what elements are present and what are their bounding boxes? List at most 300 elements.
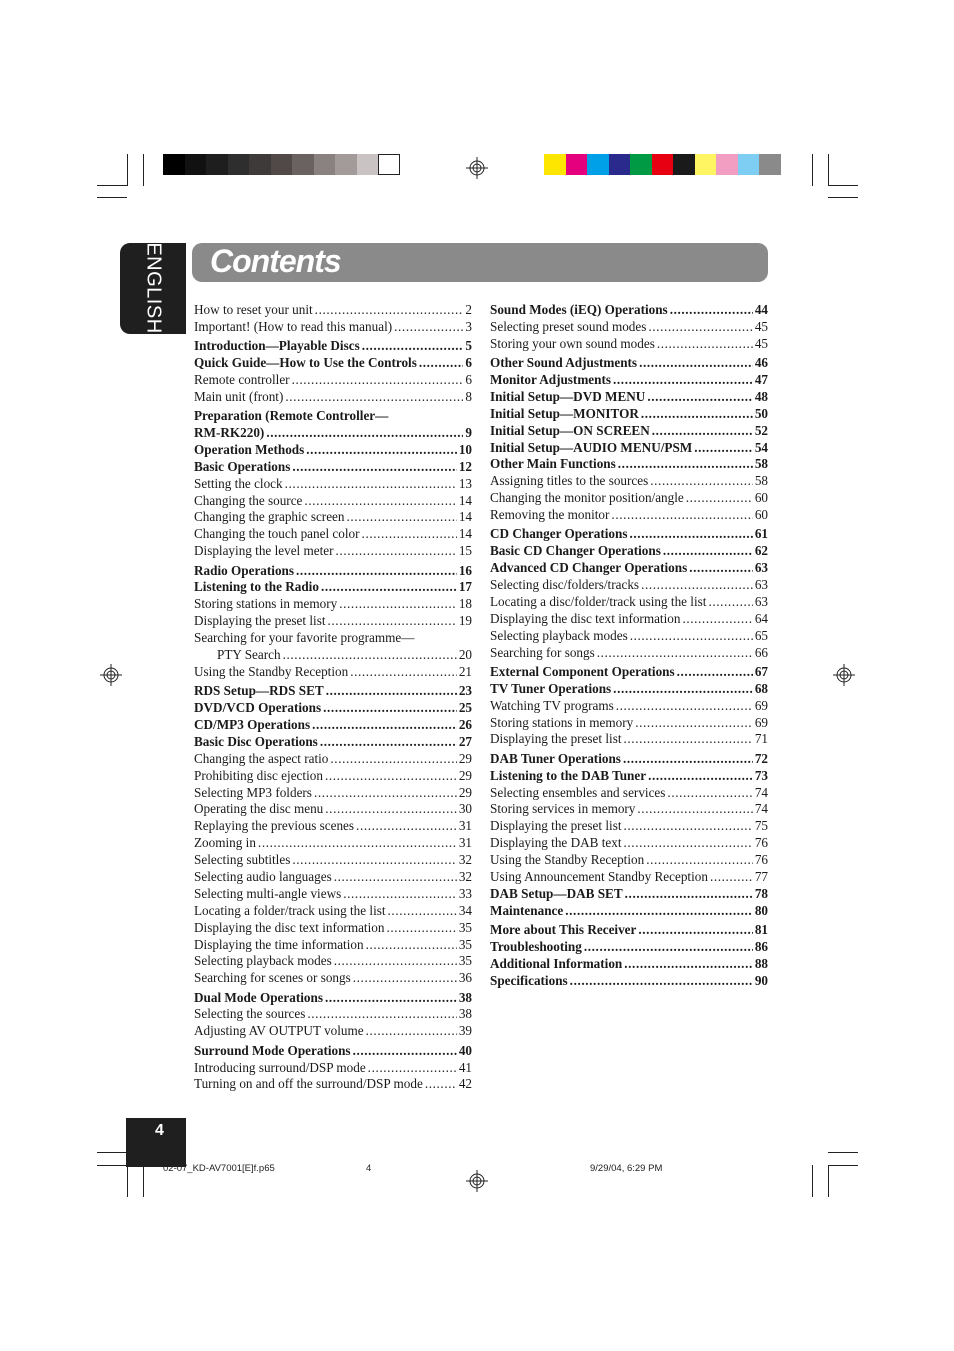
toc-entry-title: More about This Receiver: [490, 922, 637, 938]
toc-entry-page: 60: [754, 507, 768, 523]
toc-entry: [194, 852, 472, 869]
toc-entry: [194, 717, 472, 734]
toc-entry-title: Selecting subtitles: [194, 852, 291, 868]
toc-entry-title: Basic CD Changer Operations: [490, 543, 661, 559]
toc-right-column: [490, 302, 768, 990]
color-swatch: [249, 154, 271, 175]
toc-entry: [490, 440, 768, 457]
toc-leader-dots: [630, 628, 753, 645]
toc-entry-page: 63: [754, 560, 768, 576]
toc-entry-page: 35: [458, 919, 472, 935]
color-swatch: [695, 154, 717, 175]
toc-entry-title: Watching TV programs: [490, 697, 614, 713]
page-title: Contents: [210, 243, 341, 279]
toc-entry-page: 35: [458, 936, 472, 952]
color-swatch: [716, 154, 738, 175]
toc-entry-title: Preparation (Remote Controller—: [194, 408, 389, 424]
toc-leader-dots: [325, 801, 457, 818]
toc-entry-page: 86: [754, 938, 768, 954]
toc-leader-dots: [613, 681, 753, 698]
toc-leader-dots: [330, 751, 456, 768]
toc-entry-title: Using Announcement Standby Reception: [490, 868, 708, 884]
toc-entry-page: 58: [754, 473, 768, 489]
toc-entry: [194, 1076, 472, 1093]
toc-entry-title: Monitor Adjustments: [490, 371, 612, 387]
toc-entry: [194, 493, 472, 510]
registration-mark-icon: [466, 1170, 488, 1192]
toc-entry-title: Selecting the sources: [194, 1006, 306, 1022]
toc-entry: [194, 372, 472, 389]
toc-entry-title: Selecting multi-angle views: [194, 885, 342, 901]
toc-entry-title: Other Sound Adjustments: [490, 355, 638, 371]
toc-leader-dots: [366, 1023, 457, 1040]
toc-entry-title: How to reset your unit: [194, 302, 313, 317]
toc-leader-dots: [667, 785, 752, 802]
toc-entry: [194, 818, 472, 835]
toc-leader-dots: [321, 579, 457, 596]
toc-entry-title: Advanced CD Changer Operations: [490, 560, 688, 576]
toc-entry-title: Additional Information: [490, 955, 623, 971]
toc-leader-dots: [312, 717, 457, 734]
toc-leader-dots: [611, 507, 752, 524]
toc-entry: [490, 611, 768, 628]
toc-entry: [490, 681, 768, 698]
toc-leader-dots: [641, 577, 753, 594]
toc-leader-dots: [652, 423, 753, 440]
toc-entry: [194, 408, 472, 425]
toc-entry: [194, 953, 472, 970]
toc-entry: [194, 937, 472, 954]
toc-leader-dots: [637, 801, 752, 818]
toc-leader-dots: [362, 526, 457, 543]
toc-entry-page: 13: [458, 475, 472, 491]
toc-entry-page: 9: [465, 425, 472, 441]
toc-entry-page: 74: [754, 801, 768, 817]
toc-entry: [194, 1060, 472, 1077]
toc-entry: [490, 645, 768, 662]
toc-entry-title: Changing the source: [194, 492, 303, 508]
toc-entry-page: 50: [754, 405, 768, 421]
toc-leader-dots: [639, 355, 753, 372]
toc-entry-title: Displaying the disc text information: [194, 919, 385, 935]
toc-entry-page: 81: [754, 922, 768, 938]
toc-entry-title: Radio Operations: [194, 562, 295, 578]
language-tab: [120, 243, 186, 334]
toc-entry: [490, 801, 768, 818]
toc-entry: [490, 973, 768, 990]
toc-entry-title: Changing the graphic screen: [194, 509, 345, 525]
toc-entry: [194, 1023, 472, 1040]
toc-entry-page: 58: [754, 456, 768, 472]
toc-leader-dots: [315, 302, 464, 319]
toc-entry-page: 90: [754, 972, 768, 988]
toc-leader-dots: [624, 818, 753, 835]
toc-leader-dots: [616, 698, 753, 715]
toc-leader-dots: [570, 973, 753, 990]
toc-entry: [194, 970, 472, 987]
toc-leader-dots: [266, 425, 463, 442]
toc-entry-page: 31: [458, 835, 472, 851]
toc-entry: [194, 338, 472, 355]
toc-entry-page: 17: [458, 579, 472, 595]
toc-entry-title: Introducing surround/DSP mode: [194, 1059, 366, 1075]
toc-entry-page: 62: [754, 543, 768, 559]
toc-entry-title: Displaying the preset list: [490, 818, 622, 834]
toc-entry-title: Displaying the time information: [194, 936, 364, 952]
color-swatch: [228, 154, 250, 175]
toc-entry-page: 21: [458, 663, 472, 679]
toc-entry: [194, 1043, 472, 1060]
toc-leader-dots: [296, 563, 457, 580]
toc-entry: [490, 406, 768, 423]
toc-entry-title: Searching for your favorite programme—: [194, 630, 415, 646]
toc-entry-page: 19: [458, 613, 472, 629]
toc-entry-page: 45: [754, 318, 768, 334]
toc-leader-dots: [285, 476, 457, 493]
toc-entry-title: Selecting disc/folders/tracks: [490, 577, 640, 593]
toc-leader-dots: [314, 785, 457, 802]
toc-entry-page: 8: [465, 388, 472, 404]
toc-leader-dots: [347, 509, 457, 526]
toc-entry: [194, 526, 472, 543]
toc-entry-title: Initial Setup—DVD MENU: [490, 388, 646, 404]
registration-mark-icon: [466, 157, 488, 179]
toc-leader-dots: [624, 731, 753, 748]
toc-entry: [490, 939, 768, 956]
toc-entry-page: 66: [754, 644, 768, 660]
toc-entry: [194, 835, 472, 852]
toc-entry-title: Setting the clock: [194, 475, 283, 491]
color-swatch: [292, 154, 314, 175]
toc-entry: [490, 835, 768, 852]
toc-leader-dots: [334, 953, 457, 970]
color-swatch: [544, 154, 566, 175]
color-swatch: [630, 154, 652, 175]
toc-entry-page: 31: [458, 818, 472, 834]
toc-entry: [194, 768, 472, 785]
toc-leader-dots: [336, 543, 457, 560]
toc-entry-page: 14: [458, 509, 472, 525]
toc-entry: [490, 507, 768, 524]
color-swatch: [566, 154, 588, 175]
toc-entry-title: Selecting playback modes: [194, 953, 332, 969]
toc-leader-dots: [320, 734, 457, 751]
toc-entry: [490, 818, 768, 835]
color-swatch: [738, 154, 760, 175]
toc-entry-page: 67: [754, 663, 768, 679]
toc-entry-page: 52: [754, 422, 768, 438]
toc-leader-dots: [339, 596, 457, 613]
toc-entry-page: 35: [458, 953, 472, 969]
toc-entry-page: 27: [458, 733, 472, 749]
toc-entry-title: RM-RK220): [194, 425, 265, 441]
toc-entry: [490, 560, 768, 577]
toc-leader-dots: [648, 768, 753, 785]
toc-entry-page: 74: [754, 784, 768, 800]
toc-entry: [490, 389, 768, 406]
toc-left-column: [194, 302, 472, 1093]
color-swatch: [206, 154, 228, 175]
toc-leader-dots: [386, 920, 456, 937]
toc-leader-dots: [292, 852, 456, 869]
toc-leader-dots: [394, 319, 463, 336]
color-swatch: [163, 154, 185, 175]
toc-entry: [490, 355, 768, 372]
toc-entry-page: 73: [754, 767, 768, 783]
toc-entry-title: DAB Setup—DAB SET: [490, 885, 623, 901]
toc-entry-title: Quick Guide—How to Use the Controls: [194, 355, 417, 371]
toc-entry-title: Removing the monitor: [490, 507, 610, 523]
toc-entry-title: Other Main Functions: [490, 456, 616, 472]
toc-entry: [490, 543, 768, 560]
toc-entry: [490, 628, 768, 645]
toc-entry: [490, 768, 768, 785]
toc-entry-page: 68: [754, 680, 768, 696]
toc-leader-dots: [646, 852, 753, 869]
color-swatch: [673, 154, 695, 175]
toc-leader-dots: [682, 611, 752, 628]
toc-entry-title: Operating the disc menu: [194, 801, 324, 817]
toc-entry: [194, 886, 472, 903]
toc-entry: [194, 990, 472, 1007]
toc-entry-title: Displaying the preset list: [194, 613, 326, 629]
toc-leader-dots: [323, 700, 457, 717]
toc-entry-title: Surround Mode Operations: [194, 1042, 351, 1058]
color-calibration-bar: [544, 154, 781, 175]
toc-entry-title: Locating a folder/track using the list: [194, 902, 386, 918]
toc-entry: [194, 751, 472, 768]
toc-leader-dots: [686, 490, 753, 507]
toc-entry-title: Replaying the previous scenes: [194, 818, 355, 834]
toc-leader-dots: [657, 336, 753, 353]
toc-entry-title: Changing the monitor position/angle: [490, 490, 684, 506]
toc-leader-dots: [304, 493, 456, 510]
toc-entry-page: 29: [458, 784, 472, 800]
toc-leader-dots: [325, 990, 457, 1007]
toc-entry-page: 72: [754, 750, 768, 766]
toc-entry-title: Remote controller: [194, 371, 290, 387]
toc-entry: [194, 563, 472, 580]
toc-entry-title: Maintenance: [490, 902, 564, 918]
toc-entry-title: Displaying the level meter: [194, 543, 334, 559]
toc-entry-title: Searching for scenes or songs: [194, 970, 351, 986]
toc-entry: [490, 526, 768, 543]
toc-entry-page: 29: [458, 767, 472, 783]
toc-entry-page: 77: [754, 868, 768, 884]
toc-entry: [490, 698, 768, 715]
toc-entry-title: Initial Setup—AUDIO MENU/PSM: [490, 439, 693, 455]
toc-entry-title: Searching for songs: [490, 644, 595, 660]
toc-leader-dots: [613, 372, 753, 389]
toc-entry-title: Troubleshooting: [490, 938, 582, 954]
toc-entry-page: 71: [754, 731, 768, 747]
toc-entry-page: 88: [754, 955, 768, 971]
toc-leader-dots: [350, 664, 457, 681]
toc-leader-dots: [597, 645, 753, 662]
toc-entry-page: 78: [754, 885, 768, 901]
toc-entry: [490, 785, 768, 802]
toc-entry-title: Specifications: [490, 972, 568, 988]
toc-entry: [490, 577, 768, 594]
toc-leader-dots: [292, 459, 456, 476]
color-swatch: [609, 154, 631, 175]
toc-entry-page: 76: [754, 835, 768, 851]
toc-entry-page: 14: [458, 526, 472, 542]
toc-entry-title: Selecting preset sound modes: [490, 318, 647, 334]
footer-file-name: 02-07_KD-AV7001[E]f.p65: [163, 1163, 275, 1174]
toc-entry: [490, 886, 768, 903]
footer-file-page: 4: [366, 1163, 372, 1174]
toc-leader-dots: [584, 939, 753, 956]
toc-leader-dots: [650, 473, 753, 490]
color-swatch: [652, 154, 674, 175]
toc-entry-page: 65: [754, 627, 768, 643]
toc-entry-page: 41: [458, 1059, 472, 1075]
toc-leader-dots: [670, 302, 753, 319]
toc-entry-page: 45: [754, 335, 768, 351]
toc-entry-title: Basic Operations: [194, 458, 291, 474]
toc-entry-page: 75: [754, 818, 768, 834]
toc-entry: [490, 372, 768, 389]
toc-entry-page: 64: [754, 610, 768, 626]
toc-leader-dots: [356, 818, 457, 835]
toc-entry-title: Initial Setup—MONITOR: [490, 405, 639, 421]
toc-leader-dots: [635, 715, 753, 732]
toc-leader-dots: [618, 456, 753, 473]
toc-entry-page: 6: [465, 371, 472, 387]
toc-entry-page: 2: [465, 302, 472, 317]
toc-entry-page: 6: [465, 355, 472, 371]
toc-entry: [194, 442, 472, 459]
toc-leader-dots: [419, 355, 464, 372]
toc-entry-title: Changing the touch panel color: [194, 526, 360, 542]
toc-entry-page: 60: [754, 490, 768, 506]
toc-entry-page: 54: [754, 439, 768, 455]
toc-leader-dots: [638, 922, 752, 939]
toc-leader-dots: [663, 543, 753, 560]
toc-entry: [490, 319, 768, 336]
toc-entry-title: Storing stations in memory: [194, 596, 338, 612]
toc-entry-title: RDS Setup—RDS SET: [194, 683, 324, 699]
toc-entry-page: 25: [458, 700, 472, 716]
registration-mark-icon: [100, 664, 122, 686]
toc-leader-dots: [334, 869, 457, 886]
toc-entry: [490, 490, 768, 507]
toc-entry: [490, 903, 768, 920]
toc-leader-dots: [307, 1006, 456, 1023]
toc-entry-page: 15: [458, 543, 472, 559]
toc-entry-title: TV Tuner Operations: [490, 680, 612, 696]
toc-entry: [194, 476, 472, 493]
toc-entry: [194, 579, 472, 596]
toc-entry-title: Selecting ensembles and services: [490, 784, 666, 800]
footer-timestamp: 9/29/04, 6:29 PM: [590, 1163, 663, 1174]
toc-entry-page: 38: [458, 1006, 472, 1022]
toc-entry-title: External Component Operations: [490, 663, 675, 679]
toc-entry-title: DAB Tuner Operations: [490, 750, 621, 766]
language-label: ENGLISH: [142, 242, 165, 334]
toc-entry-title: Storing stations in memory: [490, 714, 634, 730]
toc-entry-page: 18: [458, 596, 472, 612]
toc-entry-page: 63: [754, 577, 768, 593]
toc-entry-title: Operation Methods: [194, 441, 305, 457]
toc-entry-page: 12: [458, 458, 472, 474]
toc-entry: [490, 715, 768, 732]
toc-leader-dots: [708, 594, 752, 611]
toc-leader-dots: [343, 886, 457, 903]
toc-entry: [194, 509, 472, 526]
toc-entry-title: Using the Standby Reception: [194, 663, 349, 679]
color-swatch: [185, 154, 207, 175]
toc-entry-page: 80: [754, 902, 768, 918]
toc-entry-title: Selecting audio languages: [194, 868, 332, 884]
toc-entry: [194, 801, 472, 818]
toc-leader-dots: [362, 338, 464, 355]
toc-entry-page: 5: [465, 338, 472, 354]
color-swatch: [378, 154, 400, 175]
toc-leader-dots: [326, 683, 457, 700]
page-number-box: [126, 1118, 186, 1167]
color-swatch: [759, 154, 781, 175]
toc-entry-title: Selecting MP3 folders: [194, 784, 312, 800]
toc-entry-title: Assigning titles to the sources: [490, 473, 649, 489]
toc-leader-dots: [258, 835, 457, 852]
toc-entry-page: 42: [458, 1076, 472, 1092]
toc-entry-title: DVD/VCD Operations: [194, 700, 322, 716]
toc-entry-title: Selecting playback modes: [490, 627, 628, 643]
toc-leader-dots: [694, 440, 753, 457]
toc-entry: [194, 903, 472, 920]
toc-leader-dots: [283, 647, 457, 664]
toc-entry-title: PTY Search: [217, 646, 281, 662]
toc-entry: [490, 302, 768, 319]
toc-entry-title: Dual Mode Operations: [194, 989, 323, 1005]
toc-entry-title: Adjusting AV OUTPUT volume: [194, 1023, 364, 1039]
toc-entry-page: 44: [754, 302, 768, 317]
toc-leader-dots: [565, 903, 753, 920]
toc-entry-page: 39: [458, 1023, 472, 1039]
toc-entry: [194, 647, 472, 664]
toc-leader-dots: [306, 442, 457, 459]
toc-entry: [194, 596, 472, 613]
color-swatch: [314, 154, 336, 175]
toc-entry-page: 32: [458, 852, 472, 868]
toc-entry: [194, 613, 472, 630]
toc-entry: [194, 734, 472, 751]
toc-entry-page: 20: [458, 646, 472, 662]
toc-entry-page: 48: [754, 388, 768, 404]
toc-entry-page: 69: [754, 697, 768, 713]
toc-leader-dots: [366, 937, 457, 954]
color-swatch: [357, 154, 379, 175]
toc-leader-dots: [623, 751, 753, 768]
toc-entry: [194, 459, 472, 476]
registration-mark-icon: [833, 664, 855, 686]
toc-entry-page: 76: [754, 852, 768, 868]
toc-entry-title: Displaying the DAB text: [490, 835, 622, 851]
toc-entry: [490, 731, 768, 748]
toc-entry-page: 3: [465, 318, 472, 334]
toc-leader-dots: [353, 970, 457, 987]
toc-entry: [194, 425, 472, 442]
toc-entry-title: Listening to the DAB Tuner: [490, 767, 647, 783]
toc-entry: [194, 543, 472, 560]
toc-leader-dots: [630, 526, 753, 543]
toc-entry: [194, 389, 472, 406]
toc-entry-page: 38: [458, 989, 472, 1005]
toc-entry: [194, 630, 472, 647]
toc-entry-title: Storing services in memory: [490, 801, 636, 817]
